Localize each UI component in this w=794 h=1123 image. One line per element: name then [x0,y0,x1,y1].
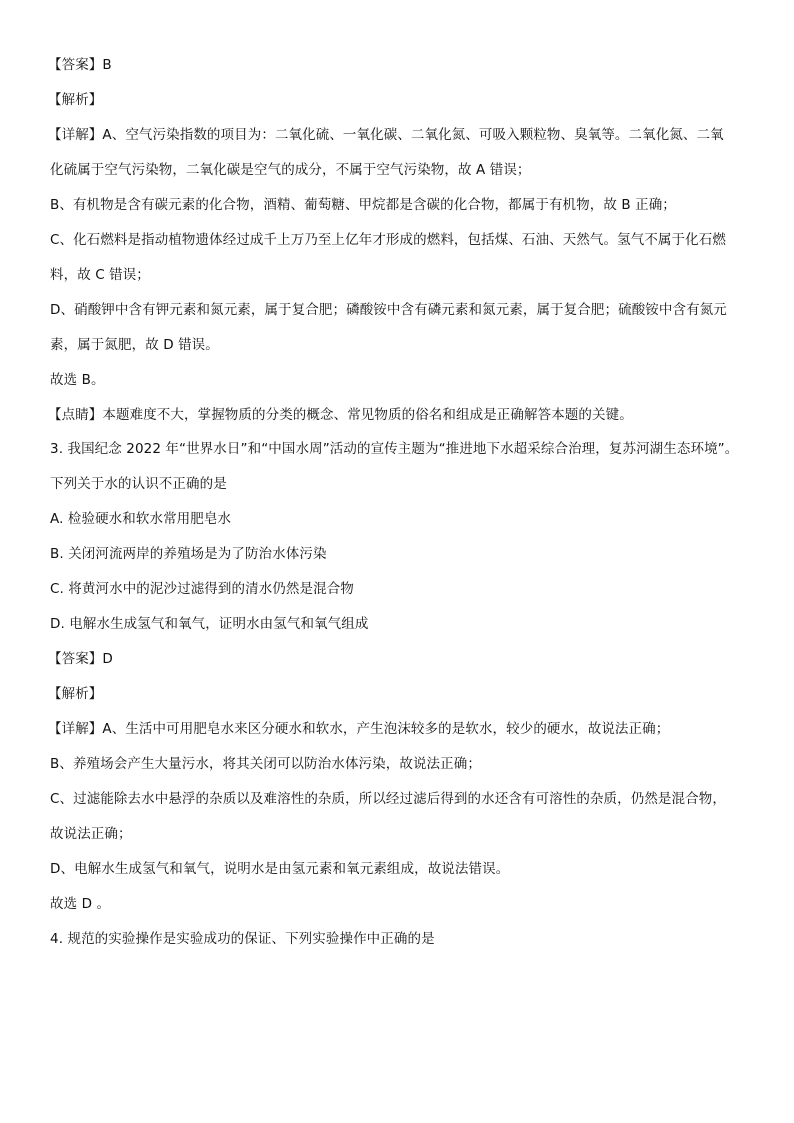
q2-option-b-explanation: B、有机物是含有碳元素的化合物，酒精、葡萄糖、甲烷都是含碳的化合物，都属于有机物，故 B 正确； [50,197,676,213]
q3-detail-d: D、电解水生成氢气和氧气，说明水是由氢元素和氧元素组成，故说法错误。 [50,861,510,877]
q3-detail-b: B、养殖场会产生大量污水，将其关闭可以防治水体污染，故说法正确； [50,756,481,772]
q3-detail-a: 【详解】A、生活中可用肥皂水来区分硬水和软水，产生泡沫较多的是软水，较少的硬水，故说法正确； [48,721,670,737]
q3-detail-c-line-1: C、过滤能除去水中悬浮的杂质以及难溶性的杂质，所以经过滤后得到的水还含有可溶性的杂质，仍然是混合物， [50,791,726,807]
q3-analysis-heading: 【解析】 [48,686,103,702]
q3-stem-line-2: 下列关于水的认识不正确的是 [50,476,227,492]
q2-answer: 【答案】B [48,57,112,73]
q2-option-c-explanation-line-1: C、化石燃料是指动植物遗体经过成千上万乃至上亿年才形成的燃料，包括煤、石油、天然气。氢气不属于化石燃 [50,232,726,248]
q3-answer: 【答案】D [48,651,113,667]
q2-option-c-explanation-line-2: 料，故 C 错误； [50,267,150,283]
q3-option-b: B. 关闭河流两岸的养殖场是为了防治水体污染 [50,546,327,562]
q3-option-c: C. 将黄河水中的泥沙过滤得到的清水仍然是混合物 [50,581,354,597]
q2-analysis-heading: 【解析】 [48,92,103,108]
q3-option-a: A. 检验硬水和软水常用肥皂水 [50,511,232,527]
q3-stem-line-1: 3. 我国纪念 2022 年“世界水日”和“中国水周”活动的宣传主题为“推进地下水超采综合治理，复苏河湖生态环境”。 [50,441,739,457]
q2-detail-line-1: 【详解】A、空气污染指数的项目为：二氧化硫、一氧化碳、二氧化氮、可吸入颗粒物、臭氧等。二氧化氮、二氧 [48,127,724,143]
q2-conclusion: 故选 B。 [50,372,105,388]
q3-detail-c-line-2: 故说法正确； [50,826,132,842]
q4-stem: 4. 规范的实验操作是实验成功的保证、下列实验操作中正确的是 [50,931,435,947]
q3-option-d: D. 电解水生成氢气和氧气，证明水由氢气和氧气组成 [50,616,369,632]
q2-comment: 【点睛】本题难度不大，掌握物质的分类的概念、常见物质的俗名和组成是正确解答本题的关键。 [48,407,633,423]
q3-conclusion: 故选 D 。 [50,896,111,912]
q2-detail-line-2: 化硫属于空气污染物，二氧化碳是空气的成分，不属于空气污染物，故 A 错误； [50,162,531,178]
q2-option-d-explanation-line-2: 素，属于氮肥，故 D 错误。 [50,337,219,353]
q2-option-d-explanation-line-1: D、硝酸钾中含有钾元素和氮元素，属于复合肥；磷酸铵中含有磷元素和氮元素，属于复合肥；硫酸铵中含有氮元 [50,302,727,318]
